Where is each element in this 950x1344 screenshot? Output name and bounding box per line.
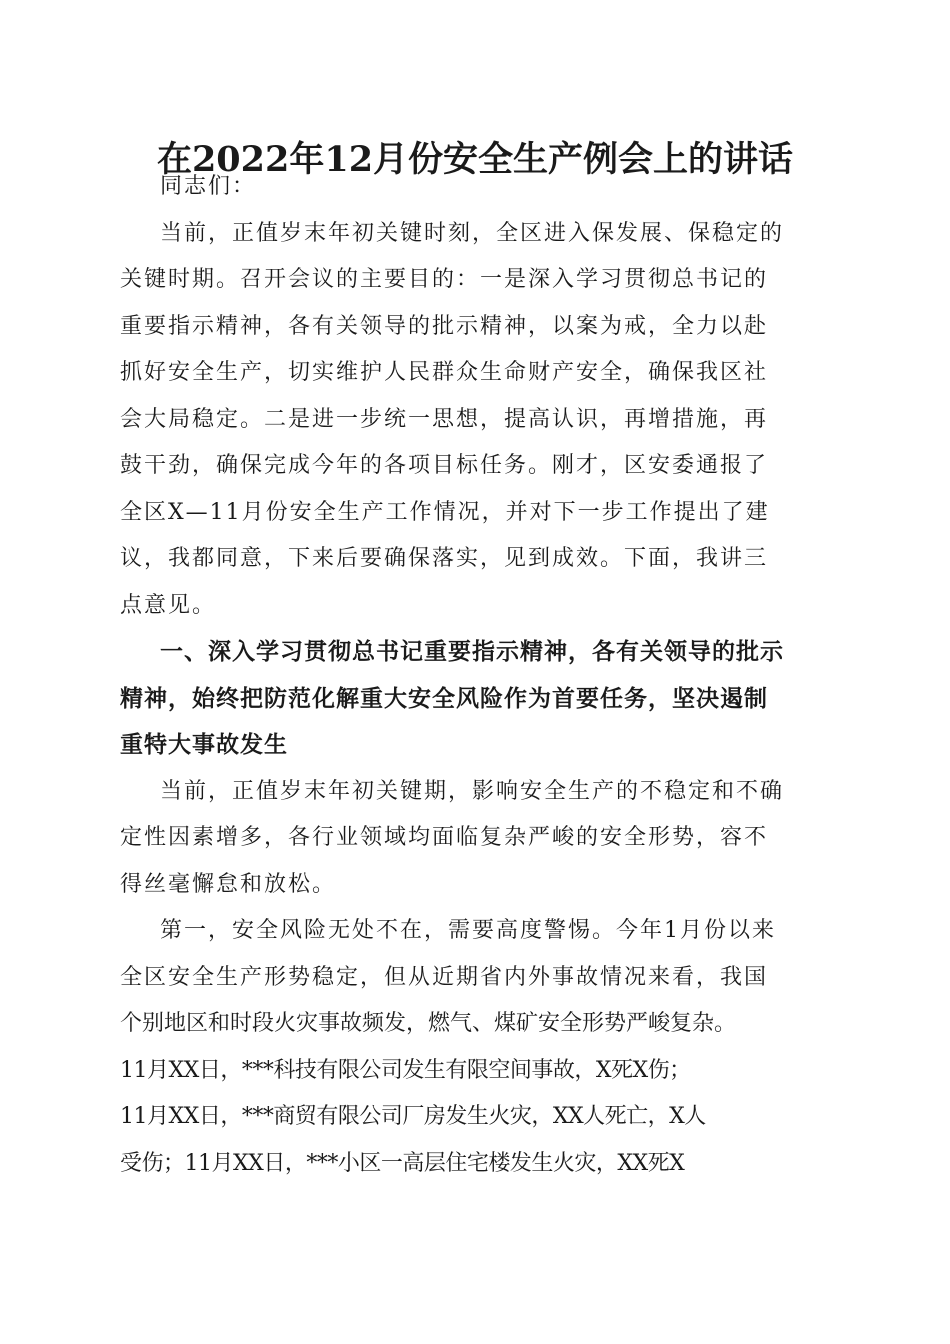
text-line: 全区X—11月份安全生产工作情况，并对下一步工作提出了建 <box>120 499 770 525</box>
heading-line: 一、深入学习贯彻总书记重要指示精神，各有关领导的批示 <box>160 639 784 665</box>
text-line: 鼓干劲，确保完成今年的各项目标任务。刚才，区安委通报了 <box>120 453 769 478</box>
text-line: 11月XX日，***科技有限公司发生有限空间事故，X死X伤； <box>120 1057 691 1083</box>
text-line: 抓好安全生产，切实维护人民群众生命财产安全，确保我区社 <box>120 360 769 385</box>
text-line: 点意见。 <box>120 592 217 618</box>
text-line: 会大局稳定。二是进一步统一思想，提高认识，再增措施，再 <box>120 406 769 432</box>
text-line: 受伤；11月XX日，***小区一高层住宅楼发生火灾，XX死X <box>120 1150 685 1176</box>
heading-line: 重特大事故发生 <box>120 732 288 758</box>
text-line: 11月XX日，***商贸有限公司厂房发生火灾，XX人死亡，X人 <box>120 1104 706 1129</box>
text-line: 当前，正值岁末年初关键期，影响安全生产的不稳定和不确 <box>160 778 785 804</box>
text-line: 重要指示精神，各有关领导的批示精神，以案为戒，全力以赴 <box>120 313 769 339</box>
document-body <box>120 164 832 1187</box>
text-line: 个别地区和时段火灾事故频发，燃气、煤矿安全形势严峻复杂。 <box>120 1011 737 1036</box>
paragraph-intro <box>120 211 832 630</box>
document-title: 在2022年12月份安全生产例会上的讲话 <box>156 139 794 180</box>
text-line: 关键时期。召开会议的主要目的：一是深入学习贯彻总书记的 <box>120 267 769 292</box>
section-heading-1 <box>120 629 832 769</box>
text-line: 议，我都同意，下来后要确保落实，见到成效。下面，我讲三 <box>120 546 769 571</box>
text-line: 第一，安全风险无处不在，需要高度警惕。今年1月份以来 <box>160 918 776 943</box>
paragraph-first-point <box>120 908 832 1187</box>
paragraph-situation <box>120 769 832 909</box>
greeting: 同志们： <box>160 174 257 199</box>
text-line: 定性因素增多，各行业领域均面临复杂严峻的安全形势，容不 <box>120 825 769 850</box>
heading-line: 精神，始终把防范化解重大安全风险作为首要任务，坚决遏制 <box>120 685 768 712</box>
text-line: 当前，正值岁末年初关键时刻，全区进入保发展、保稳定的 <box>160 220 785 246</box>
text-line: 得丝毫懈怠和放松。 <box>120 871 337 897</box>
text-line: 全区安全生产形势稳定，但从近期省内外事故情况来看，我国 <box>120 964 769 990</box>
